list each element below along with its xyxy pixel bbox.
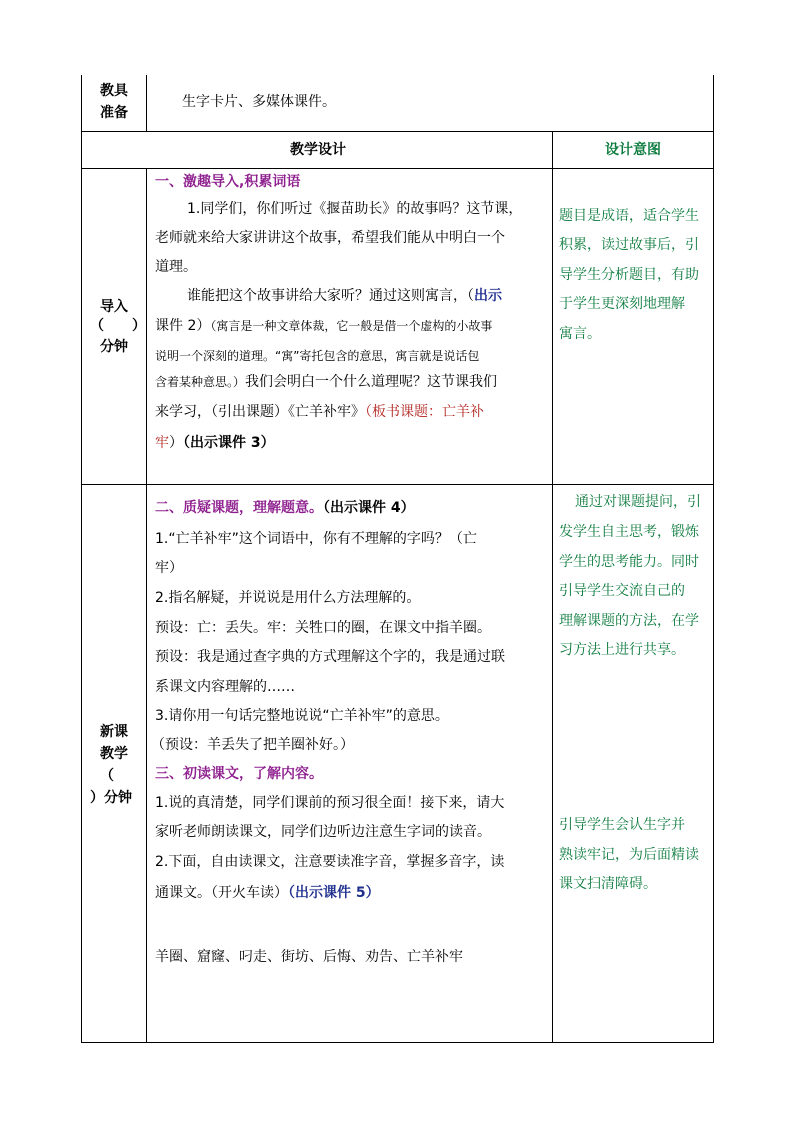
new-heading3: 三、初读课文，了解内容。 — [155, 766, 323, 782]
new-r2-line1: 2.下面，自由读课文，注意要读准字音，掌握多音字，读 — [155, 854, 505, 870]
new-q2: 2.指名解疑，并说说是用什么方法理解的。 — [155, 590, 421, 606]
intro-intent-line5: 寓言。 — [559, 326, 601, 342]
new-label-line3: （ — [100, 768, 114, 784]
new-r2-line2: 通课文。（开火车读）（出示课件 5） — [155, 885, 380, 901]
new-intent-cell — [553, 485, 713, 1042]
new-r1-line2: 家听老师朗读课文，同学们边听边注意生字词的读音。 — [155, 824, 491, 840]
new-q3: 3.请你用一句话完整地说说“亡羊补牢”的意思。 — [155, 708, 449, 724]
new-intent2-line1: 引导学生会认生字并 — [559, 817, 685, 833]
new-preset3: （预设：羊丢失了把羊圈补好。） — [151, 737, 354, 753]
new-intent1-line5: 理解课题的方法，在学 — [559, 613, 699, 629]
intro-intent-line1: 题目是成语，适合学生 — [559, 208, 699, 224]
equipment-content: 生字卡片、多媒体课件。 — [182, 94, 336, 110]
intro-p2-line1: 谁能把这个故事讲给大家听？通过这则寓言，（出示 — [187, 288, 502, 304]
intro-p2-line2: 课件 2）（寓言是一种文章体裁，它一般是借一个虚构的小故事 — [155, 318, 493, 334]
new-content-cell — [147, 485, 552, 1042]
new-r1-line1: 1.说的真清楚，同学们课前的预习很全面！接下来，请大 — [155, 795, 505, 811]
intro-heading: 一、激趣导入,积累词语 — [155, 174, 301, 190]
table-col-divider-1 — [146, 75, 147, 131]
table-right-border — [713, 75, 714, 1043]
intro-intent-line2: 积累，读过故事后，引 — [559, 237, 699, 253]
intro-label-line1: 导入 — [100, 299, 128, 315]
new-intent2-line2: 熟读牢记，为后面精读 — [559, 847, 699, 863]
intro-p2-line5: 来学习，（引出课题）《亡羊补牢》（板书课题：亡羊补 — [155, 404, 484, 420]
intro-label-line2: （ ） — [90, 318, 146, 334]
intro-p2-line3: 说明一个深刻的道理。“寓”寄托包含的意思，寓言就是说话包 — [155, 349, 480, 363]
new-intent1-line4: 引导学生交流自己的 — [559, 583, 685, 599]
intro-intent-cell — [553, 169, 713, 484]
new-q1-line2: 牢） — [155, 560, 183, 576]
intro-intent-line3: 导学生分析题目，有助 — [559, 267, 699, 283]
new-intent1-line1: 通过对课题提问，引 — [575, 494, 701, 510]
equipment-label-line1: 教具 — [100, 83, 128, 99]
table-row-line-1 — [81, 131, 714, 132]
new-intent1-line6: 习方法上进行共享。 — [559, 642, 685, 658]
intro-intent-line4: 于学生更深刻地理解 — [559, 296, 685, 312]
new-intent1-line2: 发学生自主思考，锻炼 — [559, 524, 699, 540]
new-intent2-line3: 课文扫清障碍。 — [559, 876, 657, 892]
new-preset1: 预设：亡：丢失。牢：关牲口的圈，在课文中指羊圈。 — [155, 620, 491, 636]
intro-p1-line3: 道理。 — [155, 259, 197, 275]
intro-p1-line2: 老师就来给大家讲讲这个故事，希望我们能从中明白一个 — [155, 230, 505, 246]
new-heading2: 二、质疑课题，理解题意。（出示课件 4） — [155, 500, 415, 516]
new-preset2-line2: 系课文内容理解的…… — [155, 679, 295, 695]
equipment-label-line2: 准备 — [100, 105, 128, 121]
intro-content-cell — [147, 169, 552, 484]
header-design-intent: 设计意图 — [605, 142, 661, 158]
table-left-border — [81, 75, 82, 1043]
intro-label-line3: 分钟 — [100, 339, 128, 355]
new-intent1-line3: 学生的思考能力。同时 — [559, 554, 699, 570]
intro-p1-line1: 1.同学们，你们听过《揠苗助长》的故事吗？这节课， — [187, 201, 523, 217]
intro-p2-line6: 牢）（出示课件 3） — [155, 435, 275, 451]
new-words: 羊圈、窟窿、叼走、街坊、后悔、劝告、亡羊补牢 — [155, 949, 463, 965]
new-q1-line1: 1.“亡羊补牢”这个词语中，你有不理解的字吗？（亡 — [155, 531, 477, 547]
new-preset2-line1: 预设：我是通过查字典的方式理解这个字的，我是通过联 — [155, 649, 505, 665]
new-label-line2: 教学 — [100, 746, 128, 762]
intro-p2-line4: 含着某种意思。）我们会明白一个什么道理呢？这节课我们 — [155, 374, 498, 390]
header-teaching-design: 教学设计 — [290, 142, 346, 158]
new-label-line1: 新课 — [100, 724, 128, 740]
new-label-line4: ）分钟 — [90, 790, 132, 806]
table-bottom-border — [81, 1042, 714, 1043]
